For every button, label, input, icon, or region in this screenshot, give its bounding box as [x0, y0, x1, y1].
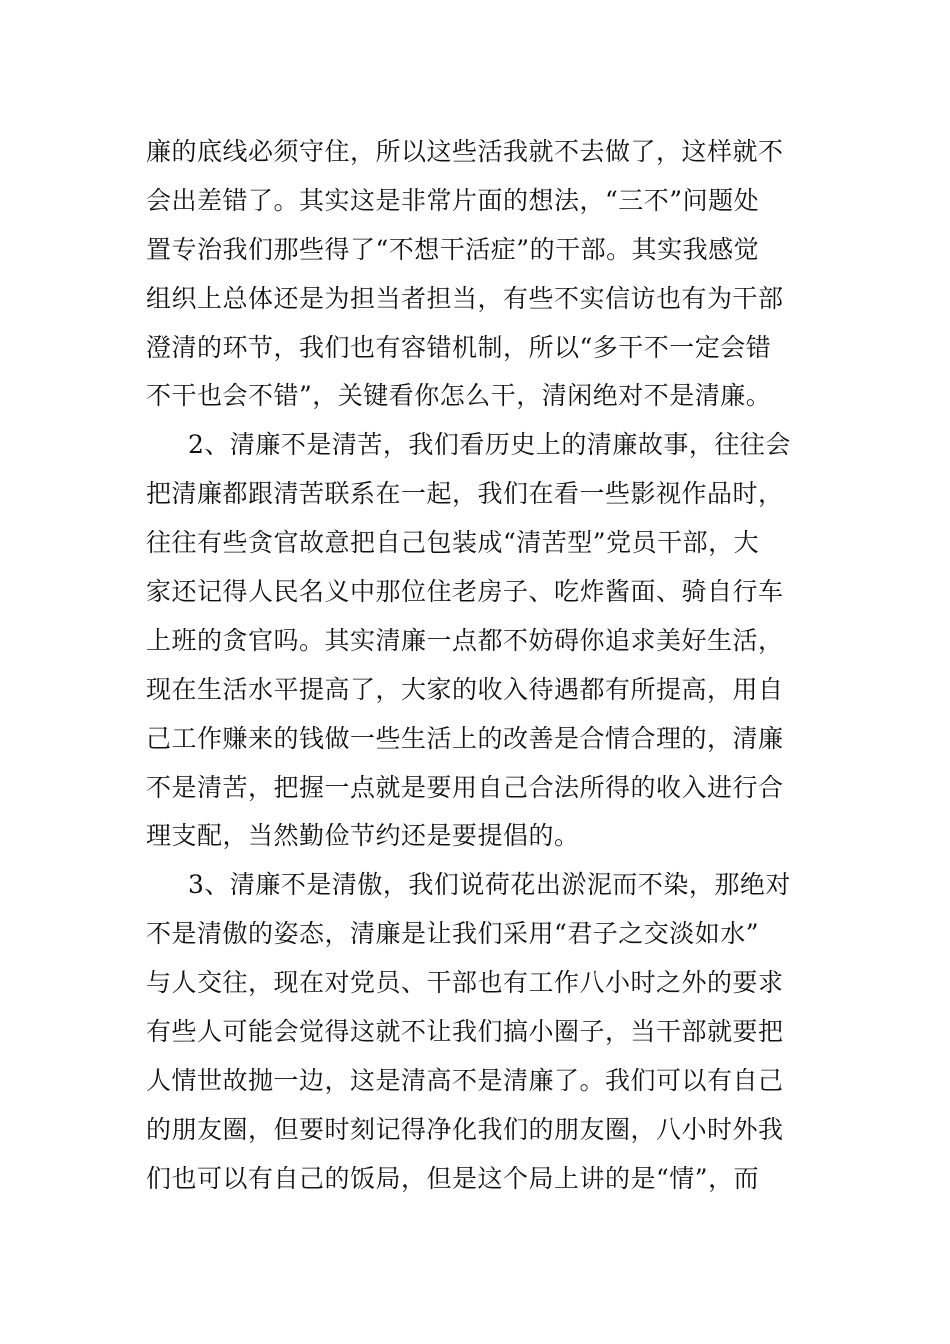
paragraph-start-line: 3、清廉不是清傲，我们说荷花出淤泥而不染，那绝对	[188, 870, 791, 900]
text-line: 组织上总体还是为担当者担当，有些不实信访也有为干部	[146, 283, 784, 313]
text-line: 现在生活水平提高了，大家的收入待遇都有所提高，用自	[146, 674, 784, 704]
paragraph-start-line: 2、清廉不是清苦，我们看历史上的清廉故事，往往会	[188, 430, 791, 460]
text-line: 理支配，当然勤俭节约还是要提倡的。	[146, 821, 580, 851]
text-line: 人情世故抛一边，这是清高不是清廉了。我们可以有自己	[146, 1065, 784, 1095]
text-line: 己工作赚来的钱做一些生活上的改善是合情合理的，清廉	[146, 723, 784, 753]
text-line: 不是清苦，把握一点就是要用自己合法所得的收入进行合	[146, 772, 784, 802]
text-line: 家还记得人民名义中那位住老房子、吃炸酱面、骑自行车	[146, 577, 784, 607]
text-line: 不干也会不错”，关键看你怎么干，清闲绝对不是清廉。	[146, 381, 772, 411]
text-line: 的朋友圈，但要时刻记得净化我们的朋友圈，八小时外我	[146, 1114, 784, 1144]
body-text	[146, 128, 812, 1204]
text-line: 不是清傲的姿态，清廉是让我们采用“君子之交淡如水”	[146, 919, 760, 949]
text-line: 把清廉都跟清苦联系在一起，我们在看一些影视作品时，	[146, 479, 784, 509]
text-line: 澄清的环节，我们也有容错机制，所以“多干不一定会错	[146, 332, 772, 362]
text-line: 上班的贪官吗。其实清廉一点都不妨碍你追求美好生活，	[146, 625, 784, 655]
text-line: 有些人可能会觉得这就不让我们搞小圈子，当干部就要把	[146, 1017, 784, 1047]
text-line: 会出差错了。其实这是非常片面的想法，“三不”问题处	[146, 185, 760, 215]
text-line: 廉的底线必须守住，所以这些活我就不去做了，这样就不	[146, 137, 784, 166]
text-line: 们也可以有自己的饭局，但是这个局上讲的是“情”，而	[146, 1163, 760, 1193]
text-line: 置专治我们那些得了“不想干活症”的干部。其实我感觉	[146, 234, 760, 264]
text-line: 往往有些贪官故意把自己包装成“清苦型”党员干部，大	[146, 528, 760, 558]
text-line: 与人交往，现在对党员、干部也有工作八小时之外的要求	[146, 968, 784, 998]
